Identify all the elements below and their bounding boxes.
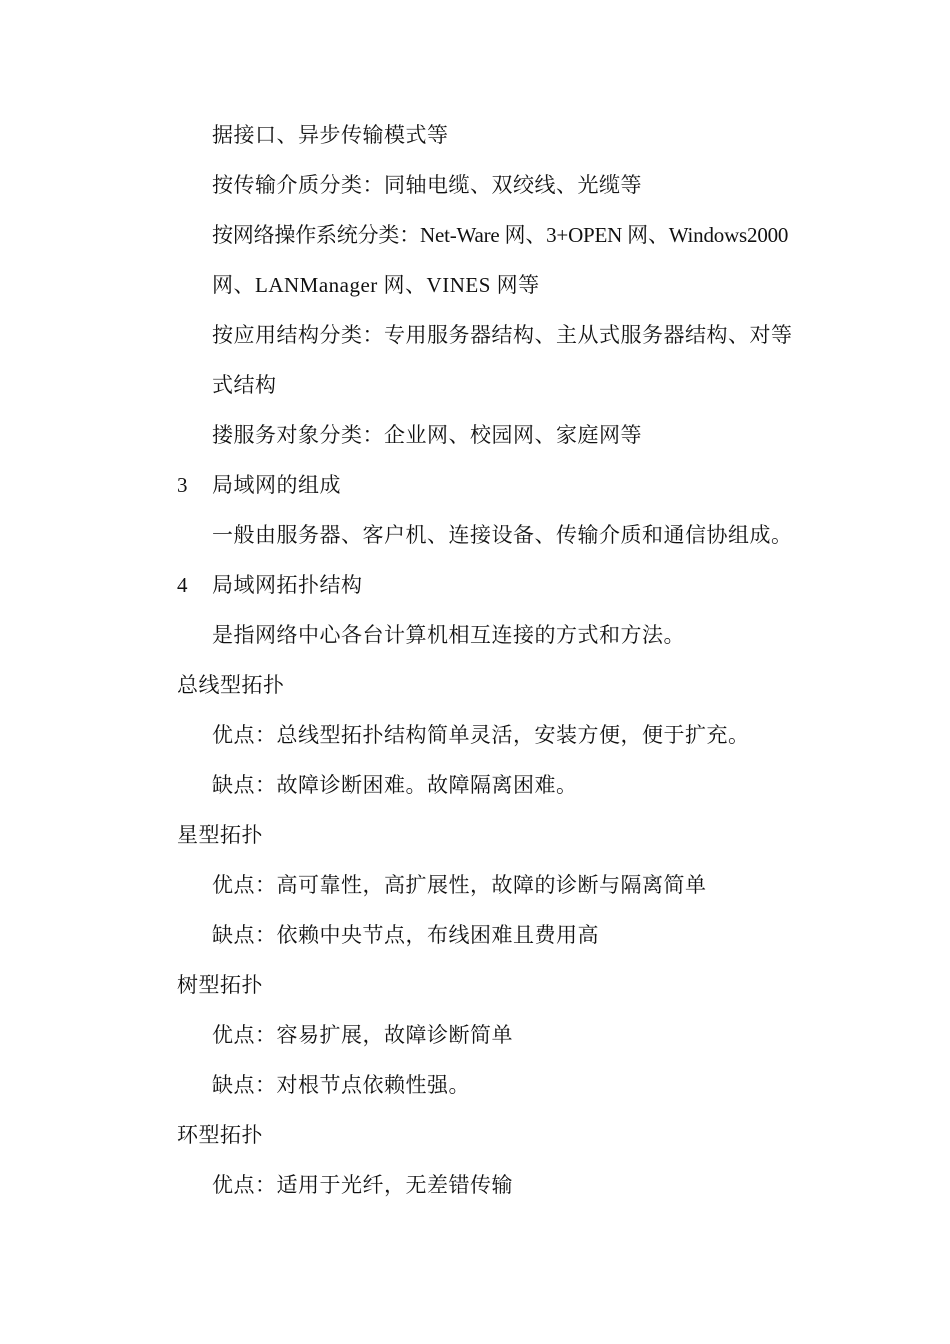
section-number: 4 — [177, 573, 188, 597]
section-title: 局域网拓扑结构 — [212, 573, 363, 597]
paragraph-line: 优点：容易扩展，故障诊断简单 — [212, 1023, 513, 1047]
paragraph-line: 式结构 — [212, 373, 277, 397]
subsection-heading: 星型拓扑 — [177, 823, 263, 847]
paragraph-line: 一般由服务器、客户机、连接设备、传输介质和通信协组成。 — [212, 523, 793, 547]
paragraph-line: 网、LANManager 网、VINES 网等 — [212, 273, 540, 297]
paragraph-line: 按网络操作系统分类：Net-Ware 网、3+OPEN 网、Windows2000 — [212, 223, 789, 247]
paragraph-line: 优点：适用于光纤，无差错传输 — [212, 1173, 513, 1197]
paragraph-line: 按应用结构分类：专用服务器结构、主从式服务器结构、对等 — [212, 323, 793, 347]
paragraph-line: 按传输介质分类：同轴电缆、双绞线、光缆等 — [212, 173, 642, 197]
subsection-heading: 树型拓扑 — [177, 973, 263, 997]
paragraph-line: 搂服务对象分类：企业网、校园网、家庭网等 — [212, 423, 642, 447]
paragraph-line: 是指网络中心各台计算机相互连接的方式和方法。 — [212, 623, 685, 647]
subsection-heading: 环型拓扑 — [177, 1123, 263, 1147]
subsection-heading: 总线型拓扑 — [177, 673, 285, 697]
paragraph-line: 缺点：对根节点依赖性强。 — [212, 1073, 470, 1097]
section-heading — [177, 570, 363, 600]
section-title: 局域网的组成 — [212, 473, 341, 497]
paragraph-line: 优点：高可靠性，高扩展性，故障的诊断与隔离简单 — [212, 873, 707, 897]
paragraph-line: 优点：总线型拓扑结构简单灵活，安装方便，便于扩充。 — [212, 723, 750, 747]
paragraph-line: 据接口、异步传输模式等 — [212, 123, 449, 147]
paragraph-line: 缺点：故障诊断困难。故障隔离困难。 — [212, 773, 578, 797]
section-heading — [177, 470, 341, 500]
section-number: 3 — [177, 473, 188, 497]
paragraph-line: 缺点：依赖中央节点，布线困难且费用高 — [212, 923, 599, 947]
